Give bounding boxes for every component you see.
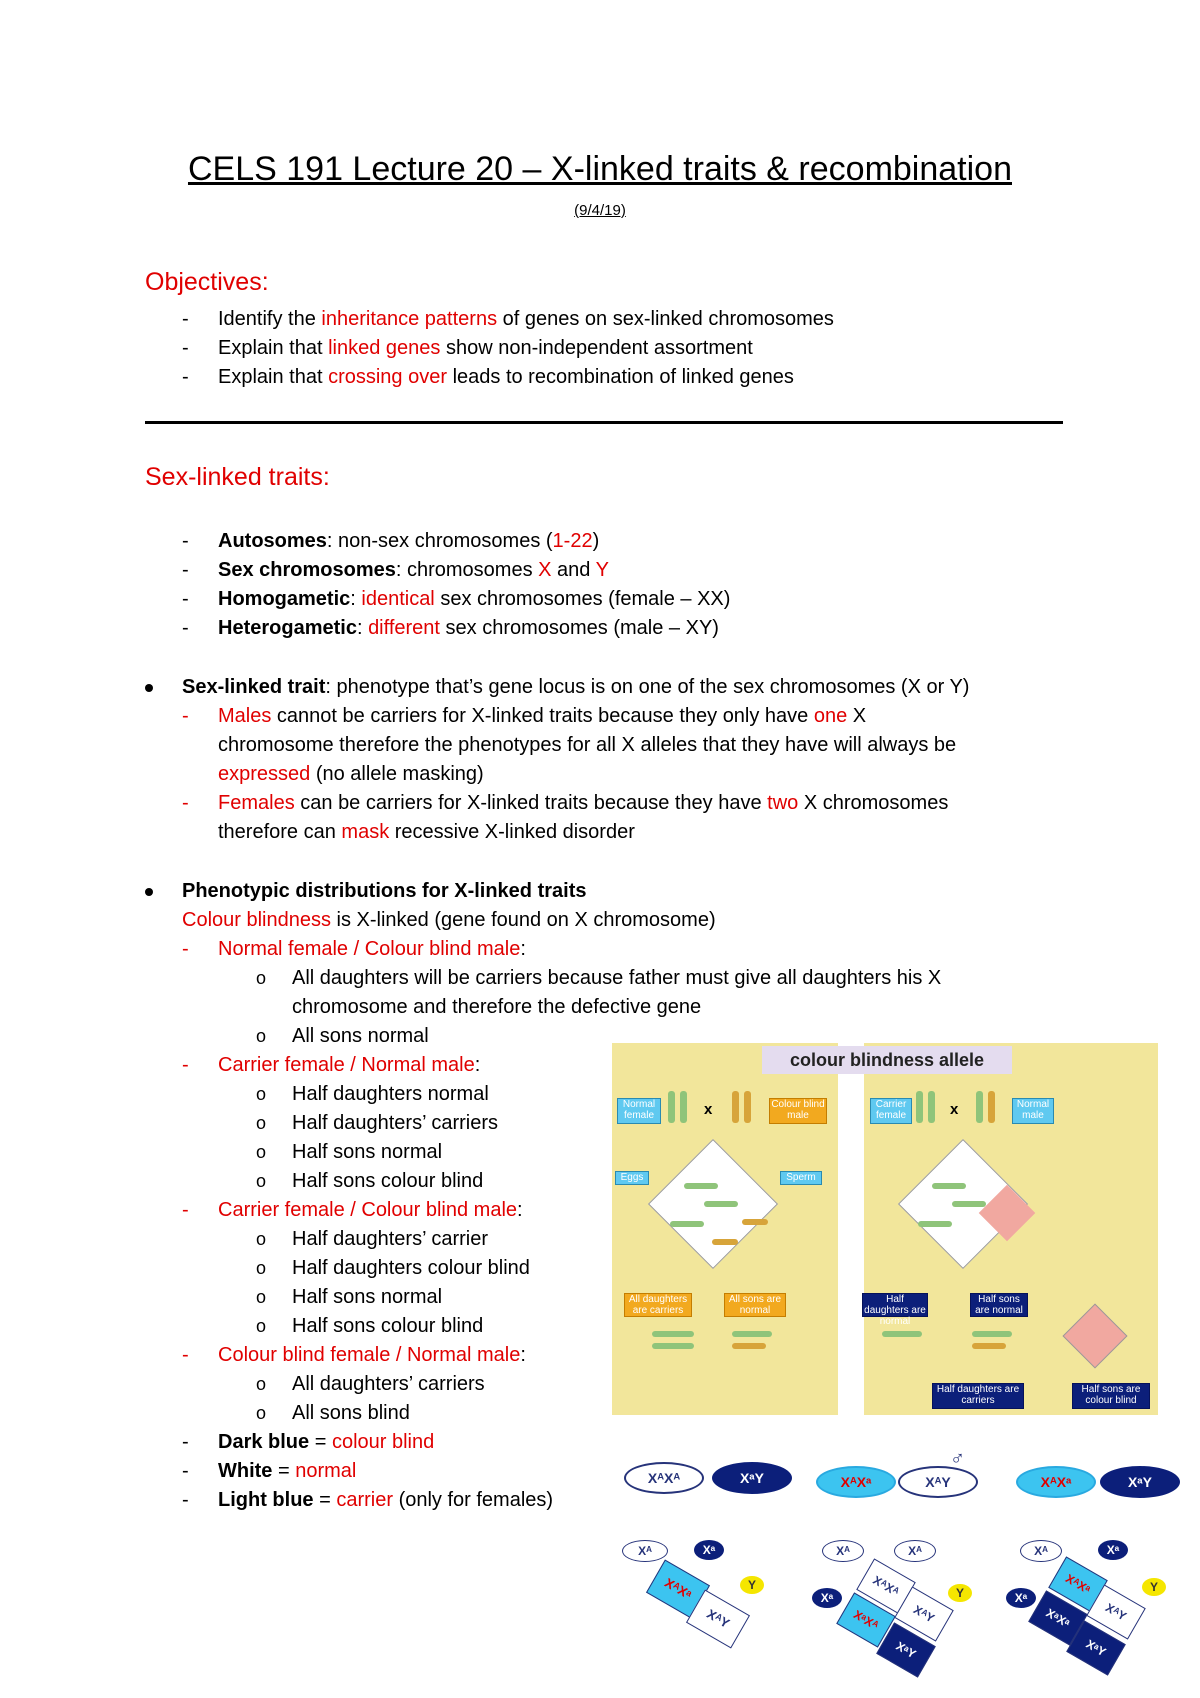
cross-item: o Half sons normal (256, 1286, 443, 1308)
page-title: CELS 191 Lecture 20 – X-linked traits & recombination (187, 150, 1012, 188)
allele-ellipse: Xᴬ (1020, 1540, 1062, 1562)
cross-item: o All daughters will be carriers because father must give all daughters his X (256, 967, 942, 989)
cross-label: - Normal female / Colour blind male: (182, 938, 526, 960)
diagram-title: colour blindness allele (762, 1046, 1012, 1074)
legend-item: - White = normal (182, 1460, 357, 1482)
allele-ellipse: Xᵃ (812, 1588, 842, 1608)
males-point: - Males cannot be carriers for X-linked traits because they only have one X (182, 705, 867, 727)
allele-ellipse: Xᵃ (1098, 1540, 1128, 1560)
genotype-grid-2 (812, 1540, 1002, 1680)
chromosome (704, 1201, 738, 1207)
chromosome (668, 1091, 675, 1123)
legend-item: - Dark blue = colour blind (182, 1431, 435, 1453)
cross-item-continued: chromosome and therefore the defective gene (292, 996, 702, 1018)
chromosome (928, 1091, 935, 1123)
punnett-cell: XᵃY (1066, 1620, 1126, 1675)
females-point-line2: therefore can mask recessive X-linked disorder (218, 821, 635, 843)
punnett-cell: XᴬXᵃ (1048, 1556, 1108, 1611)
chromosome (732, 1343, 766, 1349)
chromosome (652, 1343, 694, 1349)
outcome-tag: Half sons are colour blind (1072, 1383, 1150, 1409)
cross-label: - Colour blind female / Normal male: (182, 1344, 526, 1366)
punnett-cell: XᴬY (686, 1590, 750, 1649)
cross-label: - Carrier female / Normal male: (182, 1054, 481, 1076)
chromosome (712, 1239, 738, 1245)
outcome-tag: All sons are normal (724, 1293, 786, 1317)
genotype-ellipse: XᴬY (898, 1466, 978, 1498)
colour-blindness-diagram (612, 1043, 1158, 1415)
cross-item: o Half sons colour blind (256, 1170, 484, 1192)
genotype-ellipse: XᴬXᵃ (1016, 1466, 1096, 1498)
cross-item: o All daughters’ carriers (256, 1373, 485, 1395)
males-point-line2: chromosome therefore the phenotypes for all X alleles that they have will always be (218, 734, 957, 756)
outcome-tag: Half daughters are carriers (932, 1383, 1024, 1409)
cross-item: o Half sons normal (256, 1141, 443, 1163)
chromosome (988, 1091, 995, 1123)
cross-item: o All sons normal (256, 1025, 429, 1047)
cross-item: o Half daughters normal (256, 1083, 489, 1105)
allele-ellipse: Y (948, 1584, 972, 1602)
objective-item: - Identify the inheritance patterns of genes on sex-linked chromosomes (182, 308, 834, 330)
colour-blind-male-tag: Colour blind male (769, 1098, 827, 1124)
objective-item: - Explain that crossing over leads to recombination of linked genes (182, 366, 794, 388)
definition-heterogametic: - Heterogametic: different sex chromosomes (male – XY) (182, 617, 719, 639)
sex-linked-trait-bullet: Sex-linked trait: phenotype that’s gene locus is on one of the sex chromosomes (X or Y) (182, 673, 969, 701)
normal-female-tag: Normal female (617, 1098, 661, 1124)
allele-ellipse: Xᴬ (622, 1540, 668, 1562)
outcome-tag: Half sons are normal (970, 1293, 1028, 1317)
chromosome (952, 1201, 986, 1207)
chromosome (976, 1091, 983, 1123)
cross-item: o Half daughters colour blind (256, 1257, 530, 1279)
carrier-female-tag: Carrier female (870, 1098, 912, 1124)
male-symbol-icon: ♂ (950, 1448, 965, 1470)
chromosome (918, 1221, 952, 1227)
cross-item: o Half daughters’ carrier (256, 1228, 489, 1250)
objectives-heading: Objectives: (145, 268, 269, 296)
genotype-grid-1 (612, 1540, 812, 1680)
punnett-cell: XᴬXᴬ (856, 1558, 916, 1613)
chromosome (972, 1331, 1012, 1337)
definition-homogametic: - Homogametic: identical sex chromosomes (female – XX) (182, 588, 731, 610)
cross-item: o All sons blind (256, 1402, 410, 1424)
definition-sex-chromosomes: - Sex chromosomes: chromosomes X and Y (182, 559, 609, 581)
punnett-cell: XᵃXᵃ (1028, 1590, 1088, 1645)
chromosome (932, 1183, 966, 1189)
normal-male-tag: Normal male (1012, 1098, 1054, 1124)
chromosome (670, 1221, 704, 1227)
females-point: - Females can be carriers for X-linked traits because they have two X chromosomes (182, 792, 949, 814)
cross-symbol: x (950, 1101, 959, 1118)
chromosome (680, 1091, 687, 1123)
cross-item: o Half sons colour blind (256, 1315, 484, 1337)
eggs-tag: Eggs (615, 1171, 649, 1185)
genotype-grid-3 (1006, 1540, 1196, 1680)
genotype-ellipse: XᵃY (712, 1462, 792, 1494)
colour-blindness-line: Colour blindness is X-linked (gene found on X chromosome) (182, 909, 716, 931)
genotype-ellipse: XᴬXᵃ (816, 1466, 896, 1498)
allele-ellipse: Xᴬ (894, 1540, 936, 1562)
allele-ellipse: Xᵃ (694, 1540, 724, 1560)
punnett-cell: XᴬXᵃ (646, 1560, 710, 1619)
cross-item: o Half daughters’ carriers (256, 1112, 499, 1134)
chromosome (732, 1091, 739, 1123)
punnett-cell: XᴬY (894, 1586, 954, 1641)
genotype-ellipse: XᵃY (1100, 1466, 1180, 1498)
males-point-line3: expressed (no allele masking) (218, 763, 484, 785)
chromosome (732, 1331, 772, 1337)
lecture-date: (9/4/19) (574, 202, 626, 219)
punnett-cell: XᴬY (1086, 1584, 1146, 1639)
phenotypic-heading: Phenotypic distributions for X-linked traits (182, 877, 586, 905)
cross-label: - Carrier female / Colour blind male: (182, 1199, 523, 1221)
objective-item: - Explain that linked genes show non-independent assortment (182, 337, 753, 359)
chromosome (916, 1091, 923, 1123)
cross-symbol: x (704, 1101, 713, 1118)
chromosome (684, 1183, 718, 1189)
outcome-tag: Half daughters are normal (862, 1293, 928, 1317)
allele-ellipse: Y (1142, 1578, 1166, 1596)
chromosome (652, 1331, 694, 1337)
chromosome (744, 1091, 751, 1123)
legend-item: - Light blue = carrier (only for females) (182, 1489, 554, 1511)
sex-linked-heading: Sex-linked traits: (145, 463, 330, 491)
punnett-cell: XᵃY (876, 1622, 936, 1677)
allele-ellipse: Xᵃ (1006, 1588, 1036, 1608)
allele-ellipse: Y (740, 1576, 764, 1594)
punnett-cell: XᵃXᴬ (836, 1592, 896, 1647)
chromosome (972, 1343, 1006, 1349)
sperm-tag: Sperm (780, 1171, 822, 1185)
genotype-ellipse: XᴬXᴬ (624, 1462, 704, 1494)
definition-autosomes: - Autosomes: non-sex chromosomes (1-22) (182, 530, 600, 552)
chromosome (742, 1219, 768, 1225)
section-divider (145, 421, 1063, 424)
chromosome (882, 1331, 922, 1337)
allele-ellipse: Xᴬ (822, 1540, 864, 1562)
outcome-tag: All daughters are carriers (624, 1293, 692, 1317)
